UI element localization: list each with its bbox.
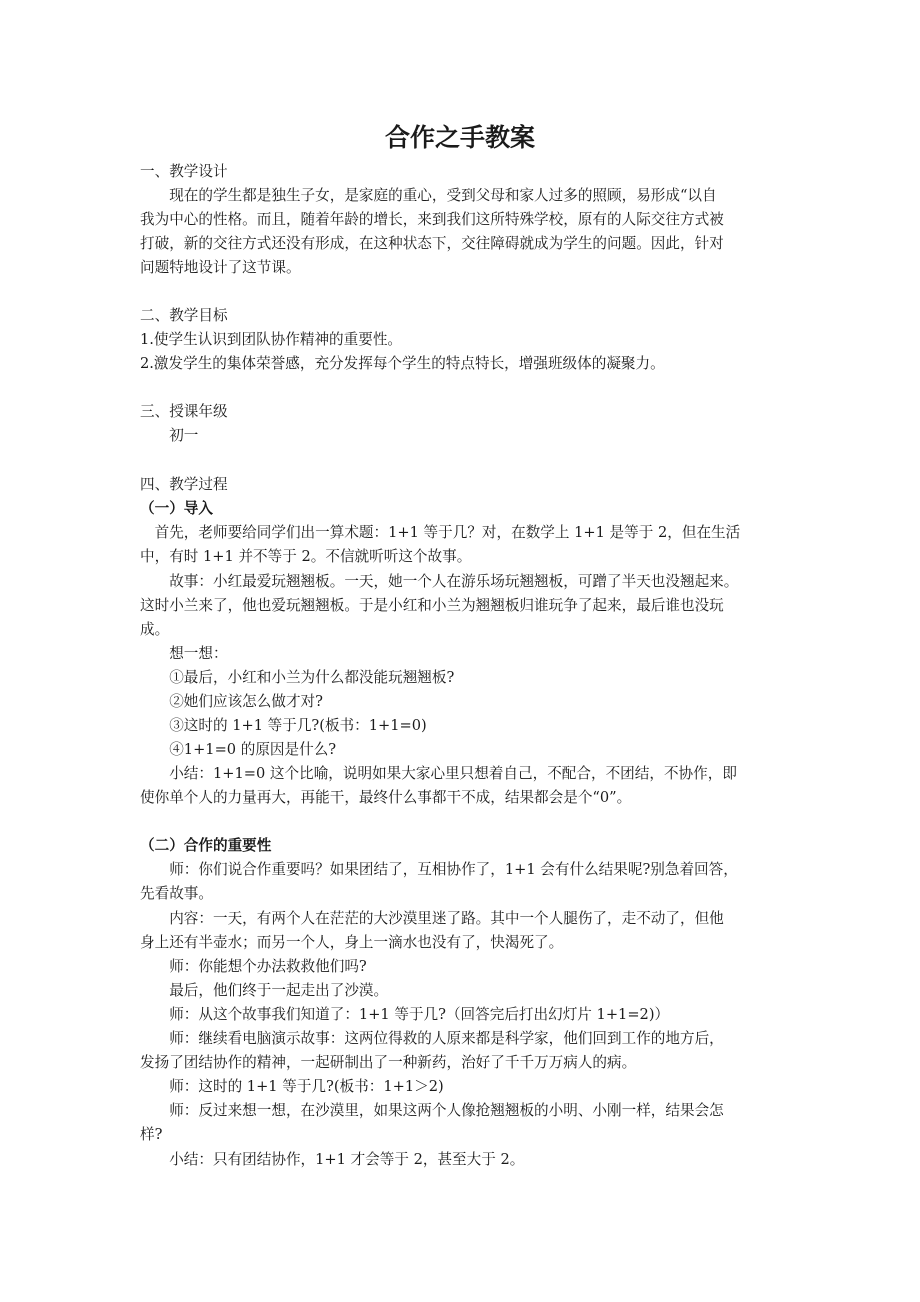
- paragraph-line: 初一: [140, 427, 199, 444]
- list-item: ②她们应该怎么做才对?: [140, 693, 323, 710]
- paragraph-line: 师：你们说合作重要吗？如果团结了，互相协作了，1+1 会有什么结果呢?别急着回答，: [140, 861, 738, 878]
- paragraph-line: 想一想：: [140, 645, 228, 662]
- paragraph-line: 问题特地设计了这节课。: [140, 259, 301, 276]
- paragraph-line: 1.使学生认识到团队协作精神的重要性。: [140, 331, 403, 348]
- paragraph-line: 师：这时的 1+1 等于几?(板书：1+1＞2): [140, 1078, 444, 1095]
- paragraph-line: 小结：只有团结协作，1+1 才会等于 2，甚至大于 2。: [140, 1151, 525, 1168]
- paragraph-line: 师：反过来想一想，在沙漠里，如果这两个人像抢翘翘板的小明、小刚一样，结果会怎: [140, 1102, 724, 1119]
- paragraph-line: 这时小兰来了，他也爱玩翘翘板。于是小红和小兰为翘翘板归谁玩争了起来，最后谁也没玩: [140, 597, 724, 614]
- paragraph-line: 内容：一天，有两个人在茫茫的大沙漠里迷了路。其中一个人腿伤了，走不动了，但他: [140, 910, 724, 927]
- paragraph-line: 师：你能想个办法救救他们吗?: [140, 958, 367, 975]
- paragraph-line: 打破，新的交往方式还没有形成，在这种状态下，交往障碍就成为学生的问题。因此，针对: [140, 235, 724, 252]
- paragraph-line: 2.激发学生的集体荣誉感，充分发挥每个学生的特点特长，增强班级体的凝聚力。: [140, 355, 665, 372]
- document-title: 合作之手教案: [384, 123, 535, 152]
- paragraph-line: 最后，他们终于一起走出了沙漠。: [140, 982, 389, 999]
- paragraph-line: 样?: [140, 1126, 163, 1143]
- paragraph-line: 先看故事。: [140, 885, 213, 902]
- section-heading: 二、教学目标: [140, 307, 228, 324]
- paragraph-line: 我为中心的性格。而且，随着年龄的增长，来到我们这所特殊学校，原有的人际交往方式被: [140, 211, 724, 228]
- paragraph-line: 成。: [140, 621, 170, 638]
- subsection-heading: （一）导入: [140, 500, 213, 517]
- paragraph-line: 小结：1+1=0 这个比喻，说明如果大家心里只想着自己，不配合，不团结，不协作，即: [140, 765, 737, 782]
- section-heading: 一、教学设计: [140, 163, 228, 180]
- paragraph-line: 师：从这个故事我们知道了：1+1 等于几?（回答完后打出幻灯片 1+1=2)）: [140, 1006, 670, 1023]
- subsection-heading: （二）合作的重要性: [140, 837, 272, 854]
- paragraph-line: 发扬了团结协作的精神，一起研制出了一种新药，治好了千千万万病人的病。: [140, 1054, 637, 1071]
- list-item: ③这时的 1+1 等于几?(板书：1+1=0): [140, 717, 427, 734]
- paragraph-line: 身上还有半壶水；而另一个人，身上一滴水也没有了，快渴死了。: [140, 934, 564, 951]
- list-item: ①最后，小红和小兰为什么都没能玩翘翘板?: [140, 669, 455, 686]
- list-item: ④1+1=0 的原因是什么?: [140, 741, 337, 758]
- paragraph-line: 现在的学生都是独生子女，是家庭的重心，受到父母和家人过多的照顾，易形成“以自: [140, 187, 717, 204]
- paragraph-line: 使你单个人的力量再大，再能干，最终什么事都干不成，结果都会是个“0”。: [140, 789, 632, 806]
- section-heading: 四、教学过程: [140, 476, 228, 493]
- section-heading: 三、授课年级: [140, 403, 228, 420]
- paragraph-line: 首先，老师要给同学们出一算术题：1+1 等于几？对，在数学上 1+1 是等于 2，但在生活: [140, 524, 741, 541]
- paragraph-line: 故事：小红最爱玩翘翘板。一天，她一个人在游乐场玩翘翘板，可蹭了半天也没翘起来。: [140, 573, 739, 590]
- paragraph-line: 中，有时 1+1 并不等于 2。不信就听听这个故事。: [140, 548, 472, 565]
- paragraph-line: 师：继续看电脑演示故事：这两位得救的人原来都是科学家，他们回到工作的地方后，: [140, 1030, 724, 1047]
